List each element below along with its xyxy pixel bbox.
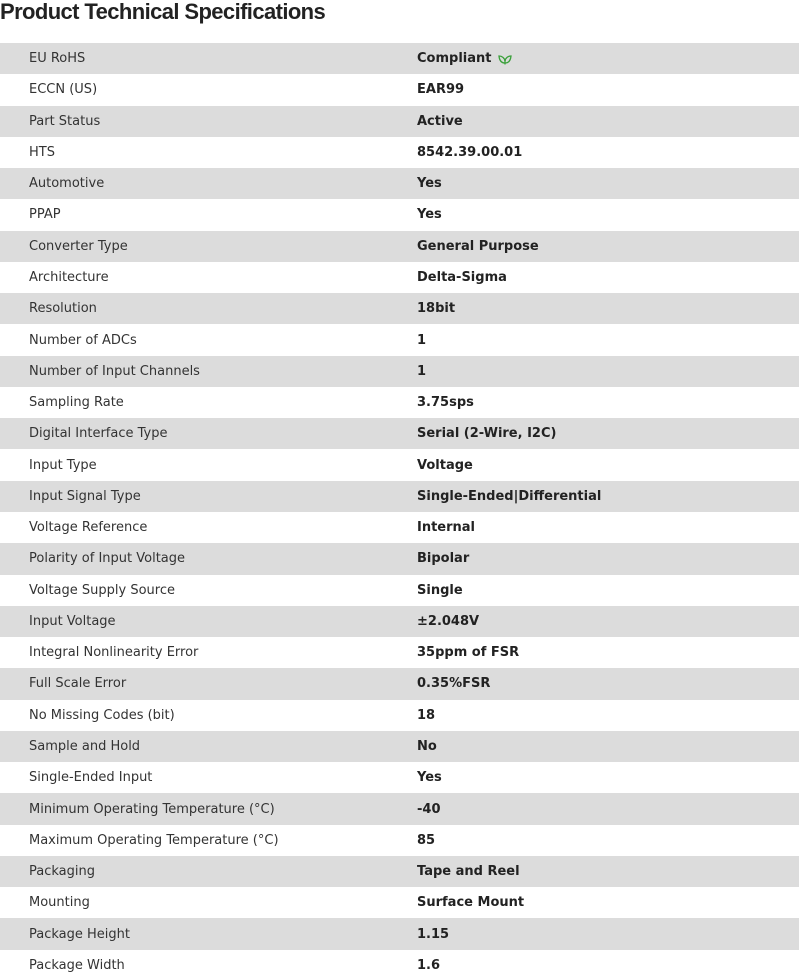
spec-value: 18 xyxy=(417,707,436,723)
spec-value: No xyxy=(417,738,437,754)
spec-row xyxy=(0,825,799,856)
spec-value-cell xyxy=(417,489,799,504)
spec-value-cell xyxy=(417,239,799,254)
spec-row xyxy=(0,293,799,324)
spec-row xyxy=(0,43,799,74)
spec-row xyxy=(0,762,799,793)
spec-value: -40 xyxy=(417,801,441,817)
spec-value-cell xyxy=(417,864,799,879)
spec-row xyxy=(0,262,799,293)
spec-row xyxy=(0,856,799,887)
spec-value-cell xyxy=(417,395,799,410)
spec-name: PPAP xyxy=(29,207,61,223)
spec-name: Number of Input Channels xyxy=(29,363,200,379)
leaf-icon xyxy=(498,53,512,65)
spec-value-cell xyxy=(417,51,799,66)
spec-value: Yes xyxy=(417,176,442,192)
spec-name: Polarity of Input Voltage xyxy=(29,551,186,567)
spec-row xyxy=(0,918,799,949)
spec-name: Full Scale Error xyxy=(29,676,127,692)
spec-row xyxy=(0,637,799,668)
spec-value-cell xyxy=(417,364,799,379)
spec-value-cell xyxy=(417,895,799,910)
spec-row xyxy=(0,606,799,637)
spec-value: EAR99 xyxy=(417,82,465,98)
spec-name: No Missing Codes (bit) xyxy=(29,707,175,723)
spec-value-cell xyxy=(417,176,799,191)
spec-value: 18bit xyxy=(417,301,456,317)
spec-value-cell xyxy=(417,958,799,973)
spec-value: Tape and Reel xyxy=(417,864,520,880)
spec-value: 1.6 xyxy=(417,957,441,973)
spec-value-cell xyxy=(417,614,799,629)
spec-name: Package Width xyxy=(29,957,125,973)
spec-name: Integral Nonlinearity Error xyxy=(29,645,199,661)
spec-row xyxy=(0,793,799,824)
spec-name: Single-Ended Input xyxy=(29,770,153,786)
spec-value: Active xyxy=(417,113,463,129)
spec-value-cell xyxy=(417,833,799,848)
spec-row xyxy=(0,356,799,387)
spec-row xyxy=(0,950,799,978)
spec-value-cell xyxy=(417,301,799,316)
spec-name: Voltage Supply Source xyxy=(29,582,175,598)
spec-value-cell xyxy=(417,739,799,754)
spec-row xyxy=(0,231,799,262)
spec-row xyxy=(0,731,799,762)
spec-row xyxy=(0,106,799,137)
spec-value: Yes xyxy=(417,207,442,223)
spec-value-cell xyxy=(417,270,799,285)
spec-value: 85 xyxy=(417,832,436,848)
spec-row xyxy=(0,575,799,606)
spec-row xyxy=(0,887,799,918)
spec-value: Delta-Sigma xyxy=(417,269,507,285)
spec-value: Yes xyxy=(417,770,442,786)
spec-value: 3.75sps xyxy=(417,395,474,411)
spec-value: Internal xyxy=(417,520,476,536)
spec-name: Mounting xyxy=(29,895,90,911)
spec-value-cell xyxy=(417,207,799,222)
spec-value-cell xyxy=(417,426,799,441)
spec-name: Package Height xyxy=(29,926,130,942)
spec-row xyxy=(0,324,799,355)
spec-value: Voltage xyxy=(417,457,473,473)
spec-value: 0.35%FSR xyxy=(417,676,491,692)
spec-value: 1.15 xyxy=(417,926,450,942)
spec-value-cell xyxy=(417,145,799,160)
spec-name: Number of ADCs xyxy=(29,332,137,348)
spec-row xyxy=(0,74,799,105)
spec-name: Sampling Rate xyxy=(29,395,124,411)
spec-name: Maximum Operating Temperature (°C) xyxy=(29,832,279,848)
spec-value-cell xyxy=(417,676,799,691)
page-title: Product Technical Specifications xyxy=(0,0,326,24)
spec-row xyxy=(0,168,799,199)
spec-value-cell xyxy=(417,520,799,535)
spec-name: Input Voltage xyxy=(29,613,116,629)
spec-row xyxy=(0,418,799,449)
spec-name: ECCN (US) xyxy=(29,82,98,98)
spec-name: Resolution xyxy=(29,301,97,317)
spec-value: 1 xyxy=(417,363,427,379)
spec-row xyxy=(0,481,799,512)
spec-table xyxy=(0,43,799,978)
spec-name: Minimum Operating Temperature (°C) xyxy=(29,801,275,817)
spec-value-cell xyxy=(417,770,799,785)
spec-name: Sample and Hold xyxy=(29,738,141,754)
spec-value: ±2.048V xyxy=(417,613,480,629)
spec-value: 1 xyxy=(417,332,427,348)
spec-name: Converter Type xyxy=(29,238,128,254)
spec-value-cell xyxy=(417,333,799,348)
spec-row xyxy=(0,668,799,699)
spec-name: Automotive xyxy=(29,176,105,192)
spec-value-cell xyxy=(417,114,799,129)
spec-row xyxy=(0,512,799,543)
spec-name: Voltage Reference xyxy=(29,520,148,536)
spec-value: General Purpose xyxy=(417,238,539,254)
spec-name: EU RoHS xyxy=(29,51,86,67)
spec-value: Serial (2-Wire, I2C) xyxy=(417,426,557,442)
spec-value: Single-Ended|Differential xyxy=(417,488,602,504)
spec-value: 35ppm of FSR xyxy=(417,645,520,661)
spec-value-cell xyxy=(417,583,799,598)
spec-row xyxy=(0,449,799,480)
spec-name: Digital Interface Type xyxy=(29,426,168,442)
spec-name: HTS xyxy=(29,144,55,160)
spec-name: Input Type xyxy=(29,457,97,473)
spec-row xyxy=(0,137,799,168)
spec-row xyxy=(0,543,799,574)
spec-value-cell xyxy=(417,802,799,817)
spec-value: Compliant xyxy=(417,51,492,67)
spec-value-cell xyxy=(417,708,799,723)
spec-value: Bipolar xyxy=(417,551,470,567)
spec-value: Single xyxy=(417,582,463,598)
spec-row xyxy=(0,387,799,418)
spec-name: Input Signal Type xyxy=(29,488,141,504)
spec-value: 8542.39.00.01 xyxy=(417,144,523,160)
spec-row xyxy=(0,700,799,731)
spec-value: Surface Mount xyxy=(417,895,525,911)
spec-value-cell xyxy=(417,458,799,473)
spec-value-cell xyxy=(417,82,799,97)
spec-name: Architecture xyxy=(29,269,109,285)
spec-name: Part Status xyxy=(29,113,101,129)
spec-name: Packaging xyxy=(29,864,95,880)
spec-value-cell xyxy=(417,551,799,566)
spec-value-cell xyxy=(417,927,799,942)
spec-value-cell xyxy=(417,645,799,660)
spec-row xyxy=(0,199,799,230)
